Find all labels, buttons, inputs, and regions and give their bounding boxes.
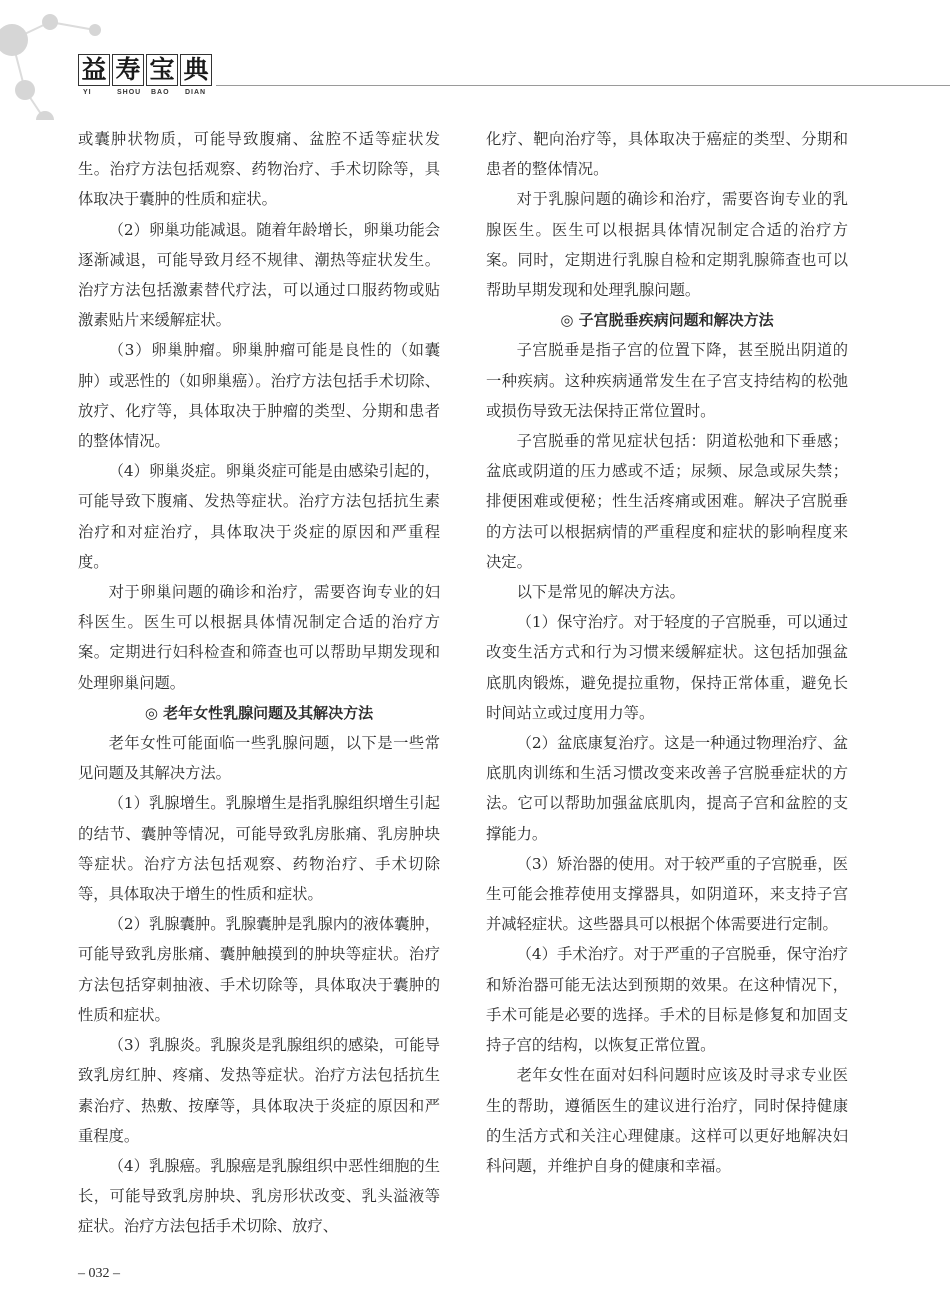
- paragraph: 对于乳腺问题的确诊和治疗，需要咨询专业的乳腺医生。医生可以根据具体情况制定合适的治疗方案。同时，定期进行乳腺自检和定期乳腺筛查也可以帮助早期发现和处理乳腺问题。: [486, 190, 848, 300]
- paragraph: （3）卵巢肿瘤。卵巢肿瘤可能是良性的（如囊肿）或恶性的（如卵巢癌）。治疗方法包括手术切除、放疗、化疗等，具体取决于肿瘤的类型、分期和患者的整体情况。: [78, 341, 440, 451]
- paragraph: （2）卵巢功能减退。随着年龄增长，卵巢功能会逐渐减退，可能导致月经不规律、潮热等症状发生。治疗方法包括激素替代疗法，可以通过口服药物或贴激素贴片来缓解症状。: [78, 220, 440, 330]
- paragraph-continuation: 或囊肿状物质，可能导致腹痛、盆腔不适等症状发生。治疗方法包括观察、药物治疗、手术切除等，具体取决于囊肿的性质和症状。: [78, 130, 440, 209]
- logo-pinyin-item: DIAN: [185, 89, 207, 96]
- paragraph: 以下是常见的解决方法。: [516, 583, 685, 602]
- page-number: – 032 –: [78, 1266, 120, 1281]
- paragraph: 对于卵巢问题的确诊和治疗，需要咨询专业的妇科医生。医生可以根据具体情况制定合适的治疗方案。定期进行妇科检查和筛查也可以帮助早期发现和处理卵巢问题。: [78, 583, 440, 692]
- logo-char: 宝: [146, 54, 178, 86]
- logo-char: 典: [180, 54, 212, 86]
- logo-pinyin: [83, 89, 219, 96]
- paragraph: （3）矫治器的使用。对于较严重的子宫脱垂，医生可能会推荐使用支撑器具，如阴道环，来支持子宫并减轻症状。这些器具可以根据个体需要进行定制。: [486, 854, 848, 934]
- paragraph: 子宫脱垂的常见症状包括：阴道松弛和下垂感；盆底或阴道的压力感或不适；尿频、尿急或尿失禁；排便困难或便秘；性生活疼痛或困难。解决子宫脱垂的方法可以根据病情的严重程度和症状的影响程度来决定。: [486, 432, 848, 571]
- logo-char: 益: [78, 54, 110, 86]
- paragraph-continuation: 化疗、靶向治疗等，具体取决于癌症的类型、分期和患者的整体情况。: [486, 130, 848, 179]
- logo-pinyin-item: BAO: [151, 89, 170, 96]
- magazine-logo: [78, 54, 212, 86]
- logo-char: 寿: [112, 54, 144, 86]
- paragraph: （4）乳腺癌。乳腺癌是乳腺组织中恶性细胞的生长，可能导致乳房肿块、乳房形状改变、乳头溢液等症状。治疗方法包括手术切除、放疗、: [78, 1156, 440, 1236]
- paragraph: （2）乳腺囊肿。乳腺囊肿是乳腺内的液体囊肿，可能导致乳房胀痛、囊肿触摸到的肿块等症状。治疗方法包括穿刺抽液、手术切除等，具体取决于囊肿的性质和症状。: [78, 915, 440, 1024]
- paragraph: 子宫脱垂是指子宫的位置下降，甚至脱出阴道的一种疾病。这种疾病通常发生在子宫支持结构的松弛或损伤导致无法保持正常位置时。: [486, 341, 848, 420]
- paragraph: （1）保守治疗。对于轻度的子宫脱垂，可以通过改变生活方式和行为习惯来缓解症状。这包括加强盆底肌肉锻炼，避免提拉重物，保持正常体重，避免长时间站立或过度用力等。: [486, 613, 848, 722]
- paragraph: （3）乳腺炎。乳腺炎是乳腺组织的感染，可能导致乳房红肿、疼痛、发热等症状。治疗方法包括抗生素治疗、热敷、按摩等，具体取决于炎症的原因和严重程度。: [78, 1036, 440, 1145]
- paragraph: （4）卵巢炎症。卵巢炎症可能是由感染引起的，可能导致下腹痛、发热等症状。治疗方法包括抗生素治疗和对症治疗，具体取决于炎症的原因和严重程度。: [78, 462, 440, 571]
- section-heading: ◎ 子宫脱垂疾病问题和解决方法: [560, 311, 774, 330]
- header-rule: [216, 85, 950, 86]
- paragraph: （4）手术治疗。对于严重的子宫脱垂，保守治疗和矫治器可能无法达到预期的效果。在这种情况下，手术可能是必要的选择。手术的目标是修复和加固支持子宫的结构，以恢复正常位置。: [486, 945, 848, 1055]
- logo-pinyin-item: YI: [83, 89, 92, 96]
- right-column: [486, 124, 848, 1181]
- paragraph: 老年女性在面对妇科问题时应该及时寻求专业医生的帮助，遵循医生的建议进行治疗，同时保持健康的生活方式和关注心理健康。这样可以更好地解决妇科问题，并维护自身的健康和幸福。: [486, 1066, 848, 1175]
- paragraph: （1）乳腺增生。乳腺增生是指乳腺组织增生引起的结节、囊肿等情况，可能导致乳房胀痛、乳房肿块等症状。治疗方法包括观察、药物治疗、手术切除等，具体取决于增生的性质和症状。: [78, 794, 440, 904]
- logo-pinyin-item: SHOU: [117, 89, 142, 96]
- left-column: [78, 124, 440, 1242]
- section-heading: ◎ 老年女性乳腺问题及其解决方法: [144, 703, 374, 722]
- paragraph: 老年女性可能面临一些乳腺问题，以下是一些常见问题及其解决方法。: [78, 734, 440, 783]
- paragraph: （2）盆底康复治疗。这是一种通过物理治疗、盆底肌肉训练和生活习惯改变来改善子宫脱垂症状的方法。它可以帮助加强盆底肌肉，提高子宫和盆腔的支撑能力。: [486, 734, 848, 843]
- page-header: [0, 0, 950, 115]
